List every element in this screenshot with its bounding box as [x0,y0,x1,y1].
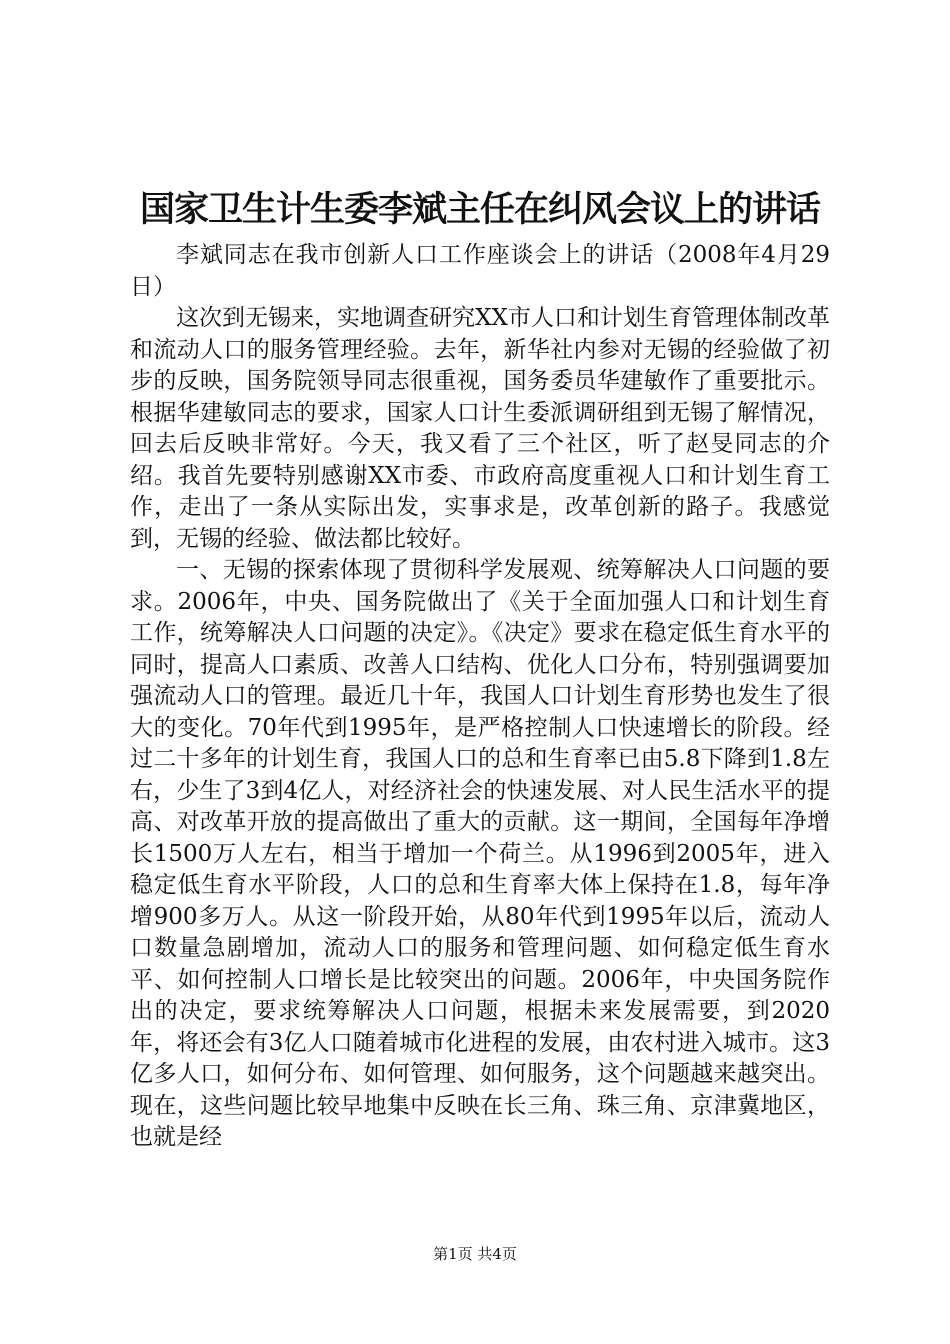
paragraph-intro: 这次到无锡来，实地调查研究XX市人口和计划生育管理体制改革和流动人口的服务管理经验。去年，新华社内参对无锡的经验做了初步的反映，国务院领导同志很重视，国务委员华建敏作了重要批示。根据华建敏同志的要求，国家人口计生委派调研组到无锡了解情况，回去后反映非常好。今天，我又看了三个社区，听了赵旻同志的介绍。我首先要特别感谢XX市委、市政府高度重视人口和计划生育工作，走出了一条从实际出发，实事求是，改革创新的路子。我感觉到，无锡的经验、做法都比较好。 [130,305,830,552]
document-body [130,240,830,1154]
document-page [130,180,830,1154]
document-title: 国家卫生计生委李斌主任在纠风会议上的讲话 [139,190,820,230]
page-number-footer: 第1页 共4页 [433,1245,517,1263]
paragraph-subtitle: 李斌同志在我市创新人口工作座谈会上的讲话（2008年4月29日） [130,242,830,300]
paragraph-section-one: 一、无锡的探索体现了贯彻科学发展观、统筹解决人口问题的要求。2006年，中央、国务院做出了《关于全面加强人口和计划生育工作，统筹解决人口问题的决定》。《决定》要求在稳定低生育水平的同时，提高人口素质、改善人口结构、优化人口分布，特别强调要加强流动人口的管理。最近几十年，我国人口计划生育形势也发生了很大的变化。70年代到1995年，是严格控制人口快速增长的阶段。经过二十多年的计划生育，我国人口的总和生育率已由5.8下降到1.8左右，少生了3到4亿人，对经济社会的快速发展、对人民生活水平的提高、对改革开放的提高做出了重大的贡献。这一期间，全国每年净增长1500万人左右，相当于增加一个荷兰。从1996到2005年，进入稳定低生育水平阶段，人口的总和生育率大体上保持在1.8，每年净增900多万人。从这一阶段开始，从80年代到1995年以后，流动人口数量急剧增加，流动人口的服务和管理问题、如何稳定低生育水平、如何控制人口增长是比较突出的问题。2006年，中央国务院作出的决定，要求统筹解决人口问题，根据未来发展需要，到2020年，将还会有3亿人口随着城市化进程的发展，由农村进入城市。这3亿多人口，如何分布、如何管理、如何服务，这个问题越来越突出。现在，这些问题比较早地集中反映在长三角、珠三角、京津冀地区，也就是经 [130,557,830,1150]
